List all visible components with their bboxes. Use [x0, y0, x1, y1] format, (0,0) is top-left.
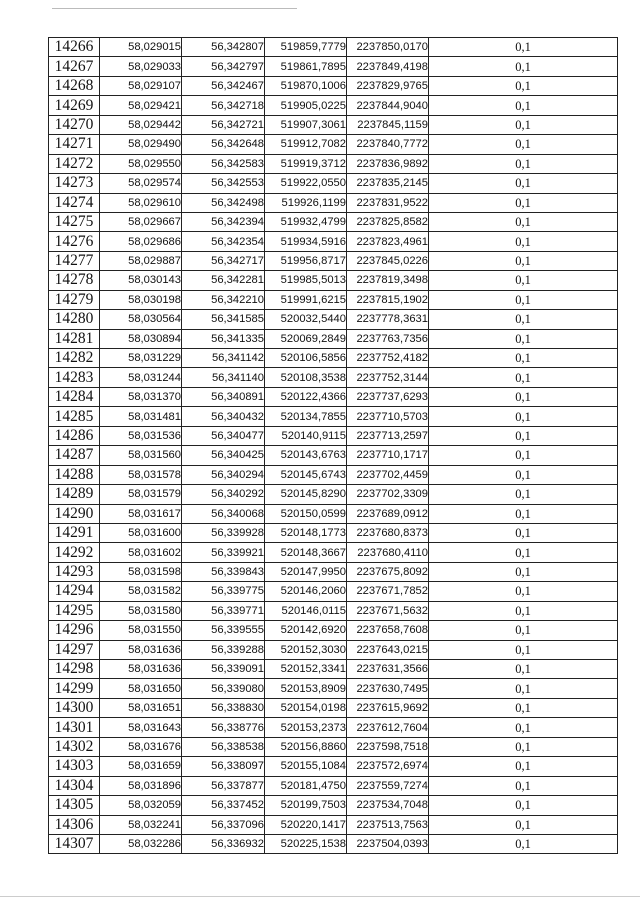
x-coordinate-cell: 520148,1773 — [265, 523, 347, 542]
x-coordinate-cell: 520106,5856 — [265, 349, 347, 368]
accuracy-cell: 0,1 — [429, 212, 618, 231]
latitude-cell: 58,031550 — [100, 621, 182, 640]
table-row — [49, 679, 618, 698]
longitude-cell: 56,342210 — [182, 290, 265, 309]
latitude-cell: 58,031536 — [100, 426, 182, 445]
y-coordinate-cell: 2237836,9892 — [347, 154, 429, 173]
x-coordinate-cell: 520153,2373 — [265, 718, 347, 737]
longitude-cell: 56,337452 — [182, 796, 265, 815]
accuracy-cell: 0,1 — [429, 174, 618, 193]
longitude-cell: 56,340425 — [182, 446, 265, 465]
point-number-cell: 14277 — [49, 251, 100, 270]
longitude-cell: 56,342583 — [182, 154, 265, 173]
accuracy-cell: 0,1 — [429, 290, 618, 309]
latitude-cell: 58,031896 — [100, 776, 182, 795]
longitude-cell: 56,338776 — [182, 718, 265, 737]
x-coordinate-cell: 519922,0550 — [265, 174, 347, 193]
latitude-cell: 58,031481 — [100, 407, 182, 426]
table-row — [49, 815, 618, 834]
longitude-cell: 56,342394 — [182, 212, 265, 231]
longitude-cell: 56,340477 — [182, 426, 265, 445]
accuracy-cell: 0,1 — [429, 465, 618, 484]
longitude-cell: 56,339555 — [182, 621, 265, 640]
accuracy-cell: 0,1 — [429, 582, 618, 601]
x-coordinate-cell: 520220,1417 — [265, 815, 347, 834]
y-coordinate-cell: 2237572,6974 — [347, 757, 429, 776]
table-row — [49, 426, 618, 445]
latitude-cell: 58,031602 — [100, 543, 182, 562]
point-number-cell: 14267 — [49, 57, 100, 76]
longitude-cell: 56,341142 — [182, 349, 265, 368]
x-coordinate-cell: 520154,0198 — [265, 698, 347, 717]
latitude-cell: 58,029107 — [100, 76, 182, 95]
latitude-cell: 58,031617 — [100, 504, 182, 523]
accuracy-cell: 0,1 — [429, 621, 618, 640]
x-coordinate-cell: 520148,3667 — [265, 543, 347, 562]
latitude-cell: 58,029442 — [100, 115, 182, 134]
x-coordinate-cell: 520142,6920 — [265, 621, 347, 640]
latitude-cell: 58,031579 — [100, 485, 182, 504]
accuracy-cell: 0,1 — [429, 640, 618, 659]
point-number-cell: 14299 — [49, 679, 100, 698]
y-coordinate-cell: 2237710,1717 — [347, 446, 429, 465]
point-number-cell: 14278 — [49, 271, 100, 290]
longitude-cell: 56,337096 — [182, 815, 265, 834]
accuracy-cell: 0,1 — [429, 737, 618, 756]
x-coordinate-cell: 519985,5013 — [265, 271, 347, 290]
point-number-cell: 14289 — [49, 485, 100, 504]
latitude-cell: 58,031244 — [100, 368, 182, 387]
y-coordinate-cell: 2237845,1159 — [347, 115, 429, 134]
page-top-rule — [52, 8, 297, 9]
y-coordinate-cell: 2237840,7772 — [347, 135, 429, 154]
latitude-cell: 58,031598 — [100, 562, 182, 581]
x-coordinate-cell: 520155,1084 — [265, 757, 347, 776]
y-coordinate-cell: 2237671,7852 — [347, 582, 429, 601]
longitude-cell: 56,340294 — [182, 465, 265, 484]
point-number-cell: 14274 — [49, 193, 100, 212]
accuracy-cell: 0,1 — [429, 193, 618, 212]
accuracy-cell: 0,1 — [429, 504, 618, 523]
latitude-cell: 58,031600 — [100, 523, 182, 542]
accuracy-cell: 0,1 — [429, 718, 618, 737]
y-coordinate-cell: 2237689,0912 — [347, 504, 429, 523]
table-row — [49, 737, 618, 756]
latitude-cell: 58,029610 — [100, 193, 182, 212]
y-coordinate-cell: 2237598,7518 — [347, 737, 429, 756]
table-row — [49, 57, 618, 76]
point-number-cell: 14275 — [49, 212, 100, 231]
y-coordinate-cell: 2237823,4961 — [347, 232, 429, 251]
x-coordinate-cell: 520032,5440 — [265, 310, 347, 329]
accuracy-cell: 0,1 — [429, 251, 618, 270]
y-coordinate-cell: 2237612,7604 — [347, 718, 429, 737]
table-row — [49, 407, 618, 426]
y-coordinate-cell: 2237831,9522 — [347, 193, 429, 212]
longitude-cell: 56,341585 — [182, 310, 265, 329]
table-row — [49, 115, 618, 134]
y-coordinate-cell: 2237643,0215 — [347, 640, 429, 659]
accuracy-cell: 0,1 — [429, 776, 618, 795]
table-row — [49, 660, 618, 679]
y-coordinate-cell: 2237631,3566 — [347, 660, 429, 679]
point-number-cell: 14307 — [49, 834, 100, 853]
table-row — [49, 271, 618, 290]
table-row — [49, 523, 618, 542]
longitude-cell: 56,337877 — [182, 776, 265, 795]
x-coordinate-cell: 519919,3712 — [265, 154, 347, 173]
point-number-cell: 14285 — [49, 407, 100, 426]
table-row — [49, 698, 618, 717]
x-coordinate-cell: 519870,1006 — [265, 76, 347, 95]
point-number-cell: 14283 — [49, 368, 100, 387]
table-row — [49, 368, 618, 387]
longitude-cell: 56,339080 — [182, 679, 265, 698]
accuracy-cell: 0,1 — [429, 154, 618, 173]
latitude-cell: 58,032059 — [100, 796, 182, 815]
accuracy-cell: 0,1 — [429, 446, 618, 465]
latitude-cell: 58,031582 — [100, 582, 182, 601]
accuracy-cell: 0,1 — [429, 543, 618, 562]
y-coordinate-cell: 2237763,7356 — [347, 329, 429, 348]
latitude-cell: 58,031370 — [100, 387, 182, 406]
table-row — [49, 485, 618, 504]
y-coordinate-cell: 2237513,7563 — [347, 815, 429, 834]
y-coordinate-cell: 2237829,9765 — [347, 76, 429, 95]
point-number-cell: 14293 — [49, 562, 100, 581]
point-number-cell: 14292 — [49, 543, 100, 562]
longitude-cell: 56,341335 — [182, 329, 265, 348]
point-number-cell: 14282 — [49, 349, 100, 368]
point-number-cell: 14284 — [49, 387, 100, 406]
table-row — [49, 193, 618, 212]
latitude-cell: 58,031659 — [100, 757, 182, 776]
x-coordinate-cell: 519991,6215 — [265, 290, 347, 309]
longitude-cell: 56,339921 — [182, 543, 265, 562]
y-coordinate-cell: 2237559,7274 — [347, 776, 429, 795]
x-coordinate-cell: 519926,1199 — [265, 193, 347, 212]
y-coordinate-cell: 2237835,2145 — [347, 174, 429, 193]
point-number-cell: 14304 — [49, 776, 100, 795]
longitude-cell: 56,342807 — [182, 38, 265, 57]
accuracy-cell: 0,1 — [429, 387, 618, 406]
latitude-cell: 58,030143 — [100, 271, 182, 290]
table-row — [49, 96, 618, 115]
table-row — [49, 38, 618, 57]
accuracy-cell: 0,1 — [429, 310, 618, 329]
accuracy-cell: 0,1 — [429, 115, 618, 134]
table-row — [49, 504, 618, 523]
longitude-cell: 56,341140 — [182, 368, 265, 387]
latitude-cell: 58,031560 — [100, 446, 182, 465]
x-coordinate-cell: 519905,0225 — [265, 96, 347, 115]
x-coordinate-cell: 519912,7082 — [265, 135, 347, 154]
latitude-cell: 58,030564 — [100, 310, 182, 329]
coordinates-table-body — [49, 38, 618, 854]
table-row — [49, 757, 618, 776]
longitude-cell: 56,339091 — [182, 660, 265, 679]
x-coordinate-cell: 520147,9950 — [265, 562, 347, 581]
longitude-cell: 56,342648 — [182, 135, 265, 154]
longitude-cell: 56,338097 — [182, 757, 265, 776]
point-number-cell: 14288 — [49, 465, 100, 484]
x-coordinate-cell: 519934,5916 — [265, 232, 347, 251]
point-number-cell: 14286 — [49, 426, 100, 445]
longitude-cell: 56,338538 — [182, 737, 265, 756]
table-row — [49, 290, 618, 309]
latitude-cell: 58,029015 — [100, 38, 182, 57]
y-coordinate-cell: 2237825,8582 — [347, 212, 429, 231]
x-coordinate-cell: 519956,8717 — [265, 251, 347, 270]
longitude-cell: 56,339843 — [182, 562, 265, 581]
latitude-cell: 58,029667 — [100, 212, 182, 231]
point-number-cell: 14295 — [49, 601, 100, 620]
table-row — [49, 543, 618, 562]
y-coordinate-cell: 2237658,7608 — [347, 621, 429, 640]
point-number-cell: 14290 — [49, 504, 100, 523]
accuracy-cell: 0,1 — [429, 757, 618, 776]
table-row — [49, 601, 618, 620]
y-coordinate-cell: 2237504,0393 — [347, 834, 429, 853]
x-coordinate-cell: 520152,3341 — [265, 660, 347, 679]
y-coordinate-cell: 2237737,6293 — [347, 387, 429, 406]
latitude-cell: 58,029490 — [100, 135, 182, 154]
latitude-cell: 58,029550 — [100, 154, 182, 173]
point-number-cell: 14303 — [49, 757, 100, 776]
point-number-cell: 14268 — [49, 76, 100, 95]
y-coordinate-cell: 2237675,8092 — [347, 562, 429, 581]
table-row — [49, 212, 618, 231]
y-coordinate-cell: 2237702,3309 — [347, 485, 429, 504]
x-coordinate-cell: 520152,3030 — [265, 640, 347, 659]
y-coordinate-cell: 2237615,9692 — [347, 698, 429, 717]
point-number-cell: 14305 — [49, 796, 100, 815]
y-coordinate-cell: 2237702,4459 — [347, 465, 429, 484]
table-row — [49, 796, 618, 815]
point-number-cell: 14291 — [49, 523, 100, 542]
x-coordinate-cell: 519907,3061 — [265, 115, 347, 134]
y-coordinate-cell: 2237849,4198 — [347, 57, 429, 76]
y-coordinate-cell: 2237680,8373 — [347, 523, 429, 542]
x-coordinate-cell: 520156,8860 — [265, 737, 347, 756]
table-row — [49, 310, 618, 329]
longitude-cell: 56,340432 — [182, 407, 265, 426]
longitude-cell: 56,342717 — [182, 251, 265, 270]
longitude-cell: 56,340292 — [182, 485, 265, 504]
latitude-cell: 58,032241 — [100, 815, 182, 834]
y-coordinate-cell: 2237630,7495 — [347, 679, 429, 698]
latitude-cell: 58,031651 — [100, 698, 182, 717]
accuracy-cell: 0,1 — [429, 76, 618, 95]
x-coordinate-cell: 520108,3538 — [265, 368, 347, 387]
point-number-cell: 14266 — [49, 38, 100, 57]
accuracy-cell: 0,1 — [429, 562, 618, 581]
y-coordinate-cell: 2237815,1902 — [347, 290, 429, 309]
y-coordinate-cell: 2237713,2597 — [347, 426, 429, 445]
latitude-cell: 58,031643 — [100, 718, 182, 737]
point-number-cell: 14302 — [49, 737, 100, 756]
accuracy-cell: 0,1 — [429, 38, 618, 57]
accuracy-cell: 0,1 — [429, 485, 618, 504]
point-number-cell: 14294 — [49, 582, 100, 601]
accuracy-cell: 0,1 — [429, 815, 618, 834]
point-number-cell: 14306 — [49, 815, 100, 834]
latitude-cell: 58,029421 — [100, 96, 182, 115]
point-number-cell: 14269 — [49, 96, 100, 115]
x-coordinate-cell: 520145,6743 — [265, 465, 347, 484]
accuracy-cell: 0,1 — [429, 232, 618, 251]
table-row — [49, 349, 618, 368]
coordinates-table — [48, 37, 618, 854]
latitude-cell: 58,031229 — [100, 349, 182, 368]
y-coordinate-cell: 2237534,7048 — [347, 796, 429, 815]
point-number-cell: 14271 — [49, 135, 100, 154]
accuracy-cell: 0,1 — [429, 407, 618, 426]
longitude-cell: 56,342721 — [182, 115, 265, 134]
y-coordinate-cell: 2237752,4182 — [347, 349, 429, 368]
x-coordinate-cell: 520134,7855 — [265, 407, 347, 426]
x-coordinate-cell: 519861,7895 — [265, 57, 347, 76]
accuracy-cell: 0,1 — [429, 426, 618, 445]
point-number-cell: 14296 — [49, 621, 100, 640]
y-coordinate-cell: 2237844,9040 — [347, 96, 429, 115]
accuracy-cell: 0,1 — [429, 271, 618, 290]
x-coordinate-cell: 520181,4750 — [265, 776, 347, 795]
latitude-cell: 58,030894 — [100, 329, 182, 348]
accuracy-cell: 0,1 — [429, 523, 618, 542]
accuracy-cell: 0,1 — [429, 368, 618, 387]
x-coordinate-cell: 520153,8909 — [265, 679, 347, 698]
accuracy-cell: 0,1 — [429, 834, 618, 853]
longitude-cell: 56,336932 — [182, 834, 265, 853]
point-number-cell: 14298 — [49, 660, 100, 679]
point-number-cell: 14280 — [49, 310, 100, 329]
table-row — [49, 251, 618, 270]
latitude-cell: 58,029574 — [100, 174, 182, 193]
table-row — [49, 562, 618, 581]
x-coordinate-cell: 520145,8290 — [265, 485, 347, 504]
table-row — [49, 154, 618, 173]
table-row — [49, 387, 618, 406]
x-coordinate-cell: 520225,1538 — [265, 834, 347, 853]
accuracy-cell: 0,1 — [429, 135, 618, 154]
y-coordinate-cell: 2237710,5703 — [347, 407, 429, 426]
table-row — [49, 582, 618, 601]
x-coordinate-cell: 519859,7779 — [265, 38, 347, 57]
table-row — [49, 135, 618, 154]
table-row — [49, 718, 618, 737]
longitude-cell: 56,342281 — [182, 271, 265, 290]
longitude-cell: 56,340891 — [182, 387, 265, 406]
table-row — [49, 329, 618, 348]
table-row — [49, 776, 618, 795]
accuracy-cell: 0,1 — [429, 57, 618, 76]
x-coordinate-cell: 520199,7503 — [265, 796, 347, 815]
point-number-cell: 14270 — [49, 115, 100, 134]
point-number-cell: 14287 — [49, 446, 100, 465]
accuracy-cell: 0,1 — [429, 698, 618, 717]
table-row — [49, 621, 618, 640]
accuracy-cell: 0,1 — [429, 329, 618, 348]
accuracy-cell: 0,1 — [429, 601, 618, 620]
longitude-cell: 56,338830 — [182, 698, 265, 717]
table-row — [49, 446, 618, 465]
y-coordinate-cell: 2237819,3498 — [347, 271, 429, 290]
latitude-cell: 58,029686 — [100, 232, 182, 251]
longitude-cell: 56,342498 — [182, 193, 265, 212]
point-number-cell: 14279 — [49, 290, 100, 309]
longitude-cell: 56,339288 — [182, 640, 265, 659]
table-row — [49, 834, 618, 853]
y-coordinate-cell: 2237671,5632 — [347, 601, 429, 620]
y-coordinate-cell: 2237752,3144 — [347, 368, 429, 387]
latitude-cell: 58,029033 — [100, 57, 182, 76]
table-row — [49, 465, 618, 484]
latitude-cell: 58,031636 — [100, 660, 182, 679]
point-number-cell: 14273 — [49, 174, 100, 193]
longitude-cell: 56,339771 — [182, 601, 265, 620]
x-coordinate-cell: 519932,4799 — [265, 212, 347, 231]
x-coordinate-cell: 520140,9115 — [265, 426, 347, 445]
point-number-cell: 14276 — [49, 232, 100, 251]
accuracy-cell: 0,1 — [429, 796, 618, 815]
accuracy-cell: 0,1 — [429, 96, 618, 115]
y-coordinate-cell: 2237850,0170 — [347, 38, 429, 57]
longitude-cell: 56,340068 — [182, 504, 265, 523]
x-coordinate-cell: 520122,4366 — [265, 387, 347, 406]
x-coordinate-cell: 520143,6763 — [265, 446, 347, 465]
longitude-cell: 56,342718 — [182, 96, 265, 115]
y-coordinate-cell: 2237680,4110 — [347, 543, 429, 562]
longitude-cell: 56,339775 — [182, 582, 265, 601]
latitude-cell: 58,031636 — [100, 640, 182, 659]
table-row — [49, 232, 618, 251]
latitude-cell: 58,031580 — [100, 601, 182, 620]
longitude-cell: 56,342553 — [182, 174, 265, 193]
table-row — [49, 640, 618, 659]
accuracy-cell: 0,1 — [429, 679, 618, 698]
latitude-cell: 58,029887 — [100, 251, 182, 270]
point-number-cell: 14281 — [49, 329, 100, 348]
table-row — [49, 174, 618, 193]
longitude-cell: 56,342797 — [182, 57, 265, 76]
longitude-cell: 56,339928 — [182, 523, 265, 542]
point-number-cell: 14300 — [49, 698, 100, 717]
latitude-cell: 58,031650 — [100, 679, 182, 698]
point-number-cell: 14301 — [49, 718, 100, 737]
latitude-cell: 58,030198 — [100, 290, 182, 309]
y-coordinate-cell: 2237845,0226 — [347, 251, 429, 270]
accuracy-cell: 0,1 — [429, 349, 618, 368]
latitude-cell: 58,031676 — [100, 737, 182, 756]
point-number-cell: 14272 — [49, 154, 100, 173]
x-coordinate-cell: 520146,2060 — [265, 582, 347, 601]
x-coordinate-cell: 520150,0599 — [265, 504, 347, 523]
latitude-cell: 58,031578 — [100, 465, 182, 484]
accuracy-cell: 0,1 — [429, 660, 618, 679]
longitude-cell: 56,342467 — [182, 76, 265, 95]
latitude-cell: 58,032286 — [100, 834, 182, 853]
page-bottom-edge — [0, 896, 640, 897]
x-coordinate-cell: 520069,2849 — [265, 329, 347, 348]
y-coordinate-cell: 2237778,3631 — [347, 310, 429, 329]
x-coordinate-cell: 520146,0115 — [265, 601, 347, 620]
point-number-cell: 14297 — [49, 640, 100, 659]
table-row — [49, 76, 618, 95]
longitude-cell: 56,342354 — [182, 232, 265, 251]
